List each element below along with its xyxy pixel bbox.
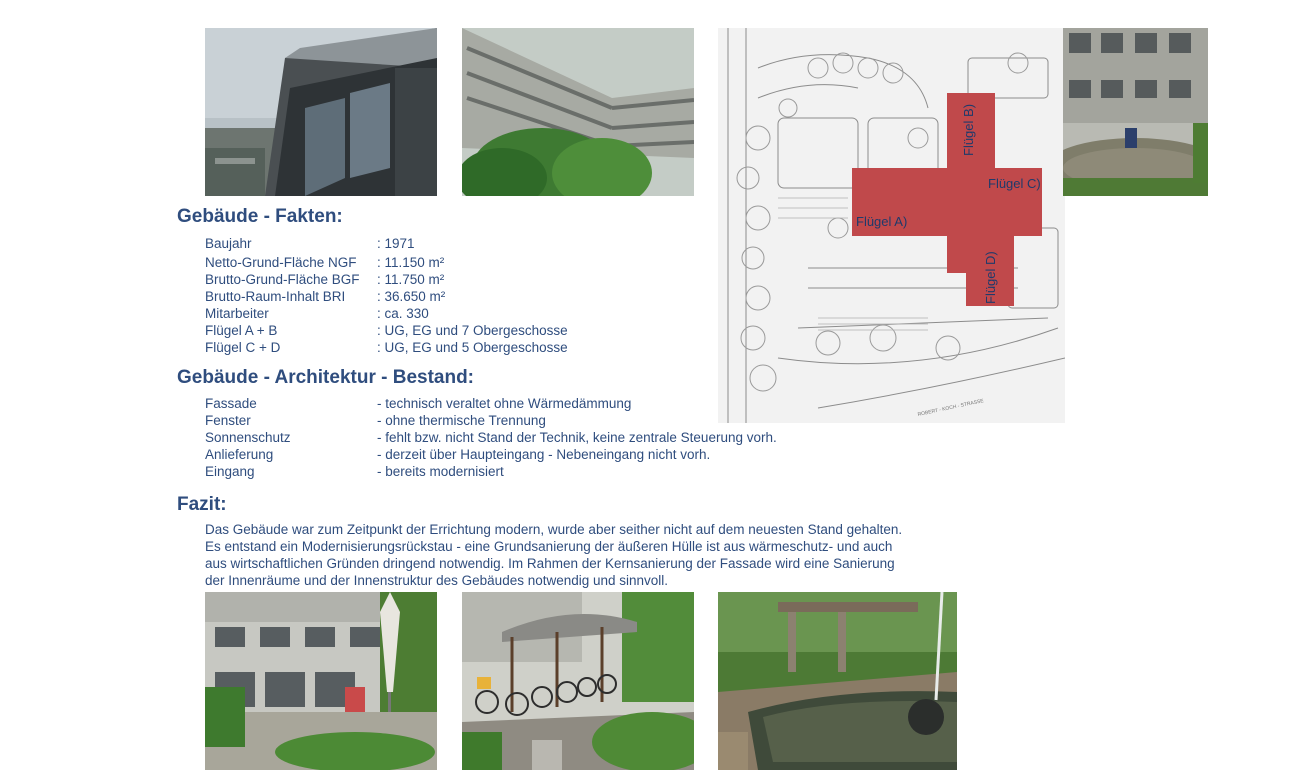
fact-value: : ca. 330 — [377, 306, 429, 321]
architecture-heading: Gebäude - Architektur - Bestand: — [177, 367, 475, 388]
facts-heading: Gebäude - Fakten: — [177, 206, 343, 227]
fact-label: Brutto-Grund-Fläche BGF — [205, 272, 360, 287]
photo-entrance-umbrella — [205, 592, 437, 770]
photo-fountain-garden — [718, 592, 957, 770]
fact-row — [205, 271, 568, 288]
architecture-value: - technisch veraltet ohne Wärmedämmung — [377, 396, 632, 411]
architecture-label: Eingang — [205, 464, 255, 479]
architecture-row — [205, 446, 777, 463]
architecture-row — [205, 412, 777, 429]
architecture-row — [205, 429, 777, 446]
fazit-line: der Innenräume und der Innenstruktur des Gebäudes notwendig und sinnvoll. — [205, 573, 669, 588]
fazit-line: Es entstand ein Modernisierungsrückstau - eine Grundsanierung der äußeren Hülle ist aus wärmeschutz- und auch — [205, 539, 893, 554]
photo-building-courtyard — [462, 28, 694, 196]
fact-label: Netto-Grund-Fläche NGF — [205, 255, 357, 270]
architecture-label: Anlieferung — [205, 447, 274, 462]
architecture-row — [205, 463, 777, 480]
wing-b-label: Flügel B) — [961, 103, 976, 156]
fazit-heading: Fazit: — [177, 494, 227, 515]
architecture-row — [205, 395, 777, 412]
wing-c-label: Flügel C) — [988, 176, 1041, 191]
architecture-label: Fassade — [205, 396, 257, 411]
fact-row — [205, 305, 568, 322]
fact-label: Flügel A + B — [205, 323, 278, 338]
architecture-label: Sonnenschutz — [205, 430, 291, 445]
architecture-label: Fenster — [205, 413, 251, 428]
fact-label: Mitarbeiter — [205, 306, 269, 321]
fact-label: Flügel C + D — [205, 340, 281, 355]
fact-value: : UG, EG und 7 Obergeschosse — [377, 323, 568, 338]
photo-facade-window-band — [205, 28, 437, 196]
wing-a-label: Flügel A) — [856, 214, 908, 229]
architecture-value: - fehlt bzw. nicht Stand der Technik, keine zentrale Steuerung vorh. — [377, 430, 777, 445]
photo-bicycle-shelter — [462, 592, 694, 770]
fact-value: : UG, EG und 5 Obergeschosse — [377, 340, 568, 355]
facts-list — [205, 235, 568, 356]
architecture-value: - bereits modernisiert — [377, 464, 504, 479]
architecture-value: - ohne thermische Trennung — [377, 413, 546, 428]
fazit-line: aus wirtschaftlichen Gründen dringend notwendig. Im Rahmen der Kernsanierung der Fassade wird eine Sanierung — [205, 556, 895, 571]
fact-row — [205, 288, 568, 305]
fact-value: : 36.650 m² — [377, 289, 446, 304]
fact-value: : 11.150 m² — [377, 255, 445, 270]
street-label: ROBERT - KOCH - STRASSE — [917, 398, 985, 418]
fact-label: Baujahr — [205, 236, 252, 251]
fact-value: : 1971 — [377, 236, 415, 251]
wing-d-label: Flügel D) — [983, 251, 998, 304]
fact-row — [205, 322, 568, 339]
fact-row — [205, 235, 568, 252]
fact-value: : 11.750 m² — [377, 272, 445, 287]
photo-garden-courtyard — [1063, 28, 1208, 196]
site-plan — [718, 28, 1065, 423]
fazit-line: Das Gebäude war zum Zeitpunkt der Errichtung modern, wurde aber seither nicht auf dem neuesten Stand gehalten. — [205, 522, 903, 537]
architecture-list — [205, 395, 777, 480]
fact-row — [205, 339, 568, 356]
fazit-paragraph — [205, 521, 940, 589]
architecture-value: - derzeit über Haupteingang - Nebeneingang nicht vorh. — [377, 447, 711, 462]
fact-label: Brutto-Raum-Inhalt BRI — [205, 289, 346, 304]
fact-row — [205, 254, 568, 271]
